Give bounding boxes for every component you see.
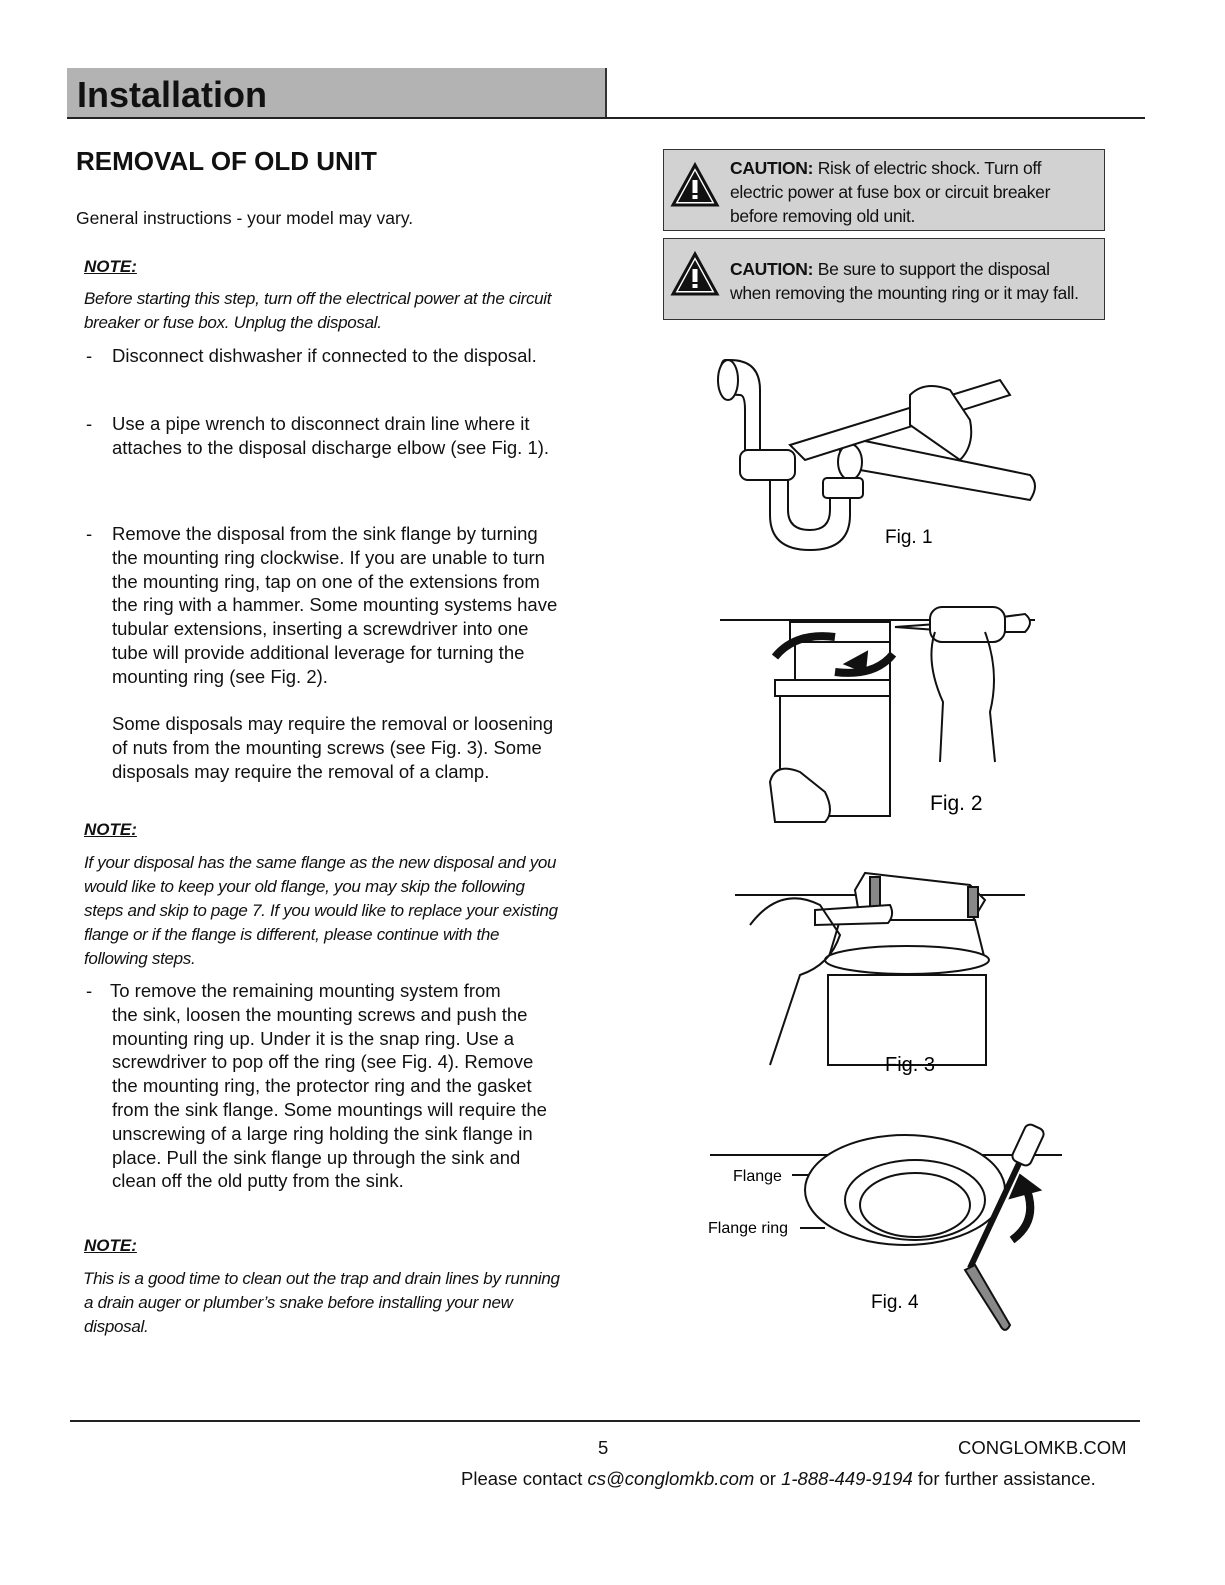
bullet-line: tube will provide additional leverage for turning the: [112, 641, 525, 663]
bullet-line: Use a pipe wrench to disconnect drain line where it: [112, 413, 530, 434]
note-label: NOTE:: [84, 820, 137, 839]
paragraph-line: of nuts from the mounting screws (see Fig. 3). Some: [112, 736, 542, 758]
bullet-line: place. Pull the sink flange up through the sink and: [112, 1146, 521, 1168]
bullet-line: Disconnect dishwasher if connected to the disposal.: [112, 345, 537, 366]
note-line: flange or if the flange is different, please continue with the: [84, 925, 500, 944]
intro-text: General instructions - your model may vary.: [76, 208, 414, 228]
note-line: a drain auger or plumber’s snake before installing your new: [84, 1293, 513, 1312]
note-line: disposal.: [84, 1317, 149, 1336]
note-text: [83, 1267, 623, 1339]
bullet-line: unscrewing of a large ring holding the sink flange in: [112, 1122, 533, 1144]
caution-line: Risk of electric shock. Turn off: [817, 158, 1042, 178]
caution-box: [663, 149, 1105, 231]
bullet-line: the mounting ring, the protector ring and the gasket: [112, 1075, 532, 1097]
bullet-line: attaches to the disposal discharge elbow (see Fig. 1).: [112, 436, 550, 458]
bullet-line: mounting ring up. Under it is the snap ring. Use a: [112, 1027, 515, 1049]
bullet-line: clean off the old putty from the sink.: [112, 1170, 404, 1192]
contact-email-link[interactable]: cs@conglomkb.com: [587, 1468, 755, 1489]
section-title: REMOVAL OF OLD UNIT: [76, 146, 377, 176]
footer-site: CONGLOMKB.COM: [958, 1437, 1127, 1458]
page-number: 5: [598, 1437, 609, 1458]
footer-rule: [70, 1420, 1140, 1422]
fig1-label: Fig. 1: [885, 527, 933, 548]
paragraph-line: Some disposals may require the removal or loosening: [112, 713, 554, 734]
bullet-dash: -: [86, 345, 93, 366]
bullet-dash: -: [86, 980, 93, 1001]
caution-label: CAUTION:: [730, 259, 814, 279]
warning-triangle-icon: [670, 162, 720, 208]
contact-text: for further assistance.: [912, 1468, 1096, 1489]
contact-text: or: [754, 1468, 782, 1489]
caution-text: [730, 156, 1110, 228]
bullet-line: tubular extensions, inserting a screwdriver into one: [112, 618, 529, 640]
note-line: If your disposal has the same flange as the new disposal and you: [84, 853, 557, 872]
note-line: would like to keep your old flange, you may skip the following: [84, 877, 525, 896]
note-line: following steps.: [84, 949, 196, 968]
fig2-label: Fig. 2: [930, 792, 983, 815]
bullet-line: the mounting ring clockwise. If you are unable to turn: [112, 546, 545, 568]
fig2-mounting-ring-illustration: [715, 592, 1045, 832]
warning-triangle-icon: [670, 251, 720, 297]
list-item: [86, 344, 616, 374]
caution-box: [663, 238, 1105, 320]
note-line: This is a good time to clean out the trap and drain lines by running: [83, 1269, 560, 1288]
bullet-line: the mounting ring, tap on one of the extensions from: [112, 570, 540, 592]
caution-line: Be sure to support the disposal: [817, 259, 1050, 279]
note-text: [84, 287, 614, 335]
bullet-line: from the sink flange. Some mountings will require the: [112, 1098, 547, 1120]
note-text: [84, 851, 619, 971]
caution-line: when removing the mounting ring or it may fall.: [730, 283, 1079, 303]
list-item: [86, 412, 616, 462]
note-label: NOTE:: [84, 257, 137, 276]
paragraph: [112, 712, 612, 783]
fig4-snap-ring-illustration: [700, 1120, 1070, 1345]
fig4-flange-ring-label: Flange ring: [708, 1220, 789, 1237]
bullet-line: the sink, loosen the mounting screws and push the: [112, 1003, 528, 1025]
bullet-line: the ring with a hammer. Some mounting systems have: [112, 594, 558, 616]
page-title: Installation: [77, 74, 268, 115]
fig4-flange-label: Flange: [733, 1168, 782, 1185]
footer-contact: [461, 1468, 1096, 1490]
fig4-label: Fig. 4: [871, 1292, 919, 1313]
bullet-line: Remove the disposal from the sink flange by turning: [112, 523, 538, 544]
header-rule: [67, 117, 1145, 119]
caution-text: [730, 257, 1110, 305]
bullet-line: To remove the remaining mounting system from: [110, 980, 501, 1001]
paragraph-line: disposals may require the removal of a clamp.: [112, 760, 490, 782]
bullet-dash: -: [86, 413, 93, 434]
fig1-drain-wrench-illustration: [700, 350, 1060, 560]
list-item: [86, 522, 616, 692]
caution-line: electric power at fuse box or circuit breaker: [730, 182, 1051, 202]
caution-line: before removing old unit.: [730, 206, 916, 226]
contact-text: Please contact: [461, 1468, 588, 1489]
bullet-dash: -: [86, 523, 93, 544]
note-label: NOTE:: [84, 1236, 137, 1255]
bullet-line: screwdriver to pop off the ring (see Fig. 4). Remove: [112, 1051, 534, 1073]
bullet-line: mounting ring (see Fig. 2).: [112, 665, 328, 687]
caution-label: CAUTION:: [730, 158, 814, 178]
fig3-mounting-screws-illustration: [720, 865, 1035, 1080]
list-item: [86, 979, 616, 1199]
note-line: steps and skip to page 7. If you would like to replace your existing: [84, 901, 558, 920]
contact-phone: 1-888-449-9194: [781, 1468, 913, 1489]
note-line: breaker or fuse box. Unplug the disposal.: [84, 313, 382, 332]
note-line: Before starting this step, turn off the electrical power at the circuit: [84, 289, 552, 308]
fig3-label: Fig. 3: [885, 1054, 936, 1076]
